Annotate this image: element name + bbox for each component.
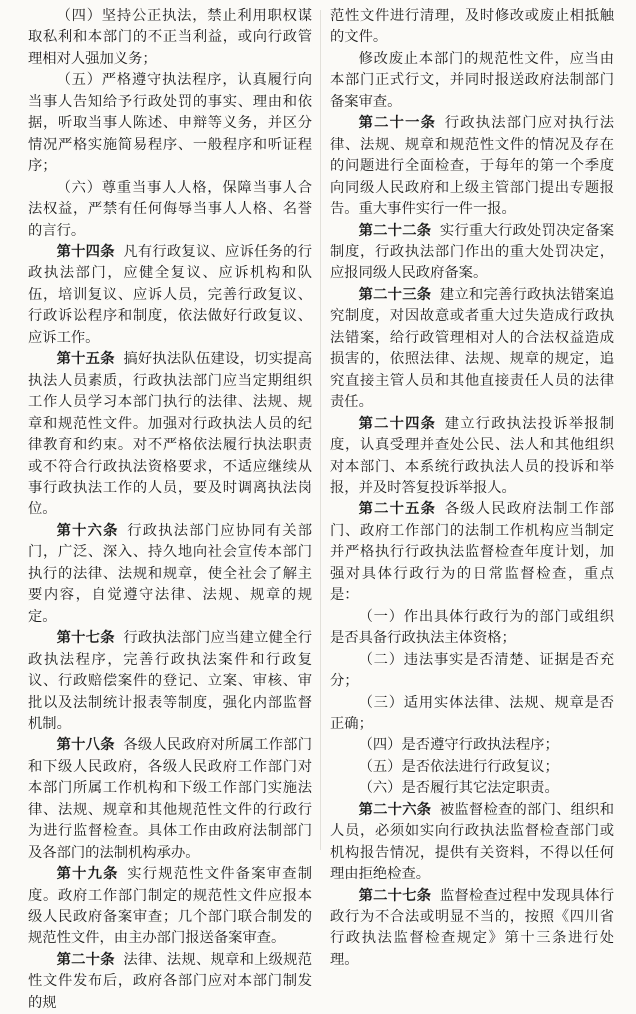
article-number: 第二十五条: [358, 501, 437, 518]
paragraph-text: （四）是否遵守行政执法程序；: [358, 737, 559, 754]
article-paragraph: [330, 285, 614, 414]
article-number: 第十八条: [56, 737, 115, 754]
article-number: 第十五条: [56, 351, 115, 368]
clause-paragraph: [28, 6, 312, 70]
article-paragraph: [28, 349, 312, 521]
clause-paragraph: [330, 735, 614, 756]
article-number: 第二十条: [56, 951, 115, 968]
paragraph-text: 被监督检查的部门、组织和人员，必须如实向行政执法监督检查部门或机构报告情况，提供有关资料，不得以任何理由拒绝检查。: [330, 801, 615, 883]
clause-paragraph: [330, 49, 614, 113]
article-paragraph: [28, 242, 312, 349]
article-paragraph: [330, 800, 614, 886]
paragraph-text: 监督检查过程中发现具体行政行为不合法或明显不当的，按照《四川省行政执法监督检查规定》第十三条进行处理。: [330, 887, 615, 968]
clause-paragraph: [330, 6, 614, 49]
paragraph-text: 凡有行政复议、应诉任务的行政执法部门，应健全复议、应诉机构和队伍，培训复议、应诉人员，完善行政复议、行政诉讼程序和制度，依法做好行政复议、应诉工作。: [28, 243, 313, 346]
article-number: 第十四条: [56, 243, 115, 260]
article-number: 第十六条: [56, 522, 119, 539]
paragraph-text: （五）严格遵守执法程序，认真履行向当事人告知给予行政处罚的事实、理由和依据，听取当事人陈述、申辩等义务，并区分情况严格实施简易程序、一般程序和听证程序；: [28, 72, 312, 175]
clause-paragraph: [330, 778, 614, 799]
paragraph-text: 建立和完善行政执法错案追究制度，对因故意或者重大过失造成行政执法错案，给行政管理相对人的合法权益造成损害的，依照法律、法规、规章的规定，追究直接主管人员和其他直接责任人员的法律责任。: [330, 286, 615, 411]
left-column: [28, 6, 312, 1014]
paragraph-text: 行政执法部门应当建立健全行政执法程序，完善行政执法案件和行政复议、行政赔偿案件的登记、立案、审核、审批以及法制统计报表等制度，强化内部监督机制。: [28, 630, 313, 732]
clause-paragraph: [330, 757, 614, 778]
paragraph-text: 法律、法规、规章和上级规范性文件发布后，政府各部门应对本部门制发的规: [28, 951, 313, 1011]
column-divider: [320, 10, 321, 850]
paragraph-text: 修改废止本部门的规范性文件，应当由本部门正式行文，并同时报送政府法制部门备案审查。: [330, 50, 614, 110]
article-paragraph: [28, 864, 312, 950]
paragraph-text: （六）尊重当事人人格，保障当事人合法权益，严禁有任何侮辱当事人人格、名誉的言行。: [28, 179, 312, 239]
article-paragraph: [330, 414, 614, 500]
article-paragraph: [28, 735, 312, 864]
article-paragraph: [330, 221, 614, 285]
clause-paragraph: [28, 178, 312, 242]
paragraph-text: 行政执法部门应协同有关部门，广泛、深入、持久地向社会宣传本部门执行的法律、法规和规章，使全社会了解主要内容，自觉遵守法律、法规、规章的规定。: [28, 522, 313, 625]
article-number: 第二十一条: [358, 115, 437, 132]
article-number: 第二十四条: [358, 415, 437, 432]
right-column: [330, 6, 614, 971]
clause-paragraph: [28, 70, 312, 177]
paragraph-text: （五）是否依法进行行政复议；: [358, 758, 559, 775]
clause-paragraph: [330, 607, 614, 650]
article-number: 第十七条: [56, 630, 115, 647]
paragraph-text: （二）违法事实是否清楚、证据是否充分；: [330, 651, 614, 690]
article-paragraph: [330, 499, 614, 606]
article-number: 第二十三条: [358, 286, 432, 303]
paragraph-text: （三）适用实体法律、法规、规章是否正确；: [330, 694, 614, 732]
article-paragraph: [28, 628, 312, 735]
paragraph-text: 范性文件进行清理，及时修改或废止相抵触的文件。: [330, 8, 614, 46]
article-number: 第十九条: [56, 866, 119, 883]
paragraph-text: 实行规范性文件备案审查制度。政府工作部门制定的规范性文件应报本级人民政府备案审查；几个部门联合制发的规范性文件，由主办部门报送备案审查。: [28, 866, 313, 947]
paragraph-text: 行政执法部门应对执行法律、法规、规章和规范性文件的情况及存在的问题进行全面检查，于每年的第一个季度向同级人民政府和上级主管部门提出专题报告。重大事件实行一件一报。: [330, 115, 615, 218]
clause-paragraph: [330, 650, 614, 693]
paragraph-text: 实行重大行政处罚决定备案制度，行政执法部门作出的重大处罚决定，应报同级人民政府备案。: [330, 222, 615, 282]
article-paragraph: [28, 950, 312, 1014]
article-number: 第二十六条: [358, 801, 432, 818]
clause-paragraph: [330, 693, 614, 736]
paragraph-text: （一）作出具体行政行为的部门或组织是否具备行政执法主体资格；: [330, 608, 614, 647]
paragraph-text: 各级人民政府对所属工作部门和下级人民政府，各级人民政府工作部门对本部门所属工作机构和下级工作部门实施法律、法规、规章和其他规范性文件的行政行为进行监督检查。具体工作由政府法制部门及各部门的法制机构承办。: [28, 737, 313, 861]
article-number: 第二十七条: [358, 887, 432, 904]
article-paragraph: [28, 521, 312, 628]
paragraph-text: （四）坚持公正执法，禁止利用职权谋取私利和本部门的不正当利益，或向行政管理相对人强加义务；: [28, 8, 312, 67]
article-paragraph: [330, 886, 614, 972]
paragraph-text: 各级人民政府法制工作部门、政府工作部门的法制工作机构应当制定并严格执行行政执法监督检查年度计划，加强对具体行政行为的日常监督检查，重点是：: [330, 501, 615, 604]
paragraph-text: 建立行政执法投诉举报制度，认真受理并查处公民、法人和其他组织对本部门、本系统行政执法人员的投诉和举报，并及时答复投诉举报人。: [330, 415, 615, 496]
article-paragraph: [330, 113, 614, 220]
paragraph-text: （六）是否履行其它法定职责。: [358, 780, 559, 797]
paragraph-text: 搞好执法队伍建设，切实提高执法人员素质，行政执法部门应当定期组织工作人员学习本部门执行的法律、法规、规章和规范性文件。加强对行政执法人员的纪律教育和约束。对不严格依法履行执法职责或不符合行政执法资格要求，不适应继续从事行政执法工作的人员，要及时调离执法岗位。: [28, 351, 313, 518]
article-number: 第二十二条: [358, 222, 432, 239]
